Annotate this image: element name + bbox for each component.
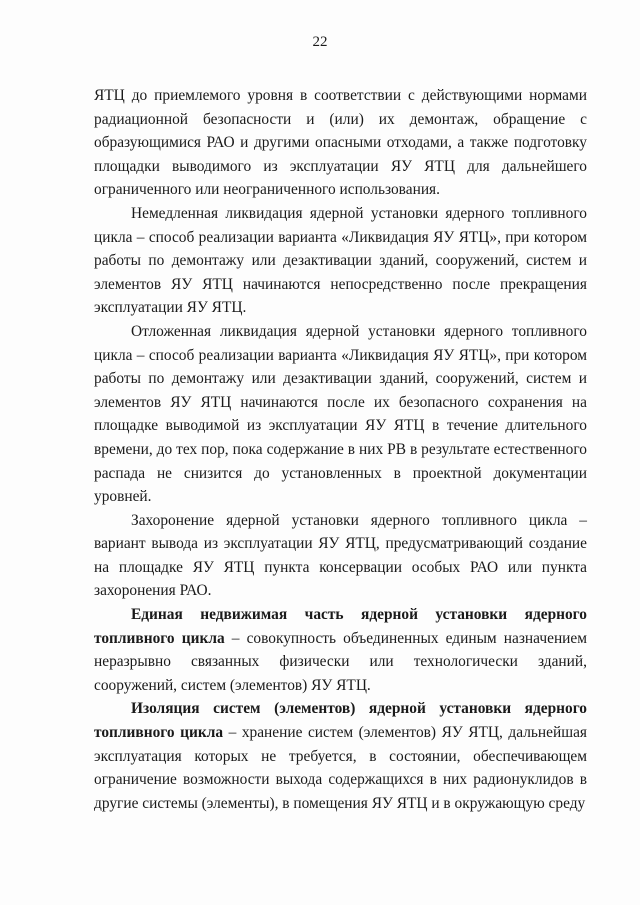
paragraph-text: Отложенная ликвидация ядерной установки ядерного топливного цикла – способ реализации варианта «Ликвидация ЯУ ЯТЦ», при котором работы по демонтажу или дезактивации зданий, сооружений, систем и элементов ЯУ ЯТЦ начинаются после их безопасного сохранения на площадке выводимой из эксплуатации ЯУ ЯТЦ в течение длительного времени, до тех пор, пока содержание в них РВ в результате естественного распада не снизится до установленных в проектной документации уровней. (94, 322, 587, 506)
paragraph-text: Немедленная ликвидация ядерной установки ядерного топливного цикла – способ реализации варианта «Ликвидация ЯУ ЯТЦ», при котором работы по демонтажу или дезактивации зданий, сооружений, систем и элементов ЯУ ЯТЦ начинаются непосредственно после прекращения эксплуатации ЯУ ЯТЦ. (94, 204, 587, 317)
paragraph-text: ЯТЦ до приемлемого уровня в соответствии с действующими нормами радиационной безопасности и (или) их демонтаж, обращение с образующимися РАО и другими опасными отходами, а также подготовку площадки выводимого из эксплуатации ЯУ ЯТЦ для дальнейшего ограниченного или неограниченного использования. (94, 87, 587, 199)
paragraph-continuation (94, 84, 587, 202)
page-number: 22 (312, 34, 328, 50)
document-body (94, 84, 587, 815)
paragraph-entombment (94, 509, 587, 603)
paragraph-text: – совокупность объединенных единым назначением неразрывно связанных физически или технологически зданий, сооружений, систем (элементов) ЯУ ЯТЦ. (94, 629, 587, 694)
defined-term: Единая недвижимая часть ядерной установки ядерного топливного цикла (94, 606, 587, 647)
paragraph-text: Захоронение ядерной установки ядерного топливного цикла – вариант вывода из эксплуатации ЯУ ЯТЦ, предусматривающий создание на площадке ЯУ ЯТЦ пункта консервации особых РАО или пункта захоронения РАО. (94, 511, 587, 600)
paragraph-single-immovable-part (94, 603, 587, 697)
paragraph-deferred-decommissioning (94, 320, 587, 509)
paragraph-text: – хранение систем (элементов) ЯУ ЯТЦ, дальнейшая эксплуатация которых не требуется, в состоянии, обеспечивающем ограничение возможности выхода содержащихся в них радионуклидов в другие системы (элементы), в помещения ЯУ ЯТЦ и в окружающую среду (94, 724, 587, 812)
paragraph-isolation-of-systems (94, 697, 587, 815)
paragraph-immediate-decommissioning (94, 202, 587, 320)
defined-term: Изоляция систем (элементов) ядерной установки ядерного топливного цикла (94, 700, 587, 742)
